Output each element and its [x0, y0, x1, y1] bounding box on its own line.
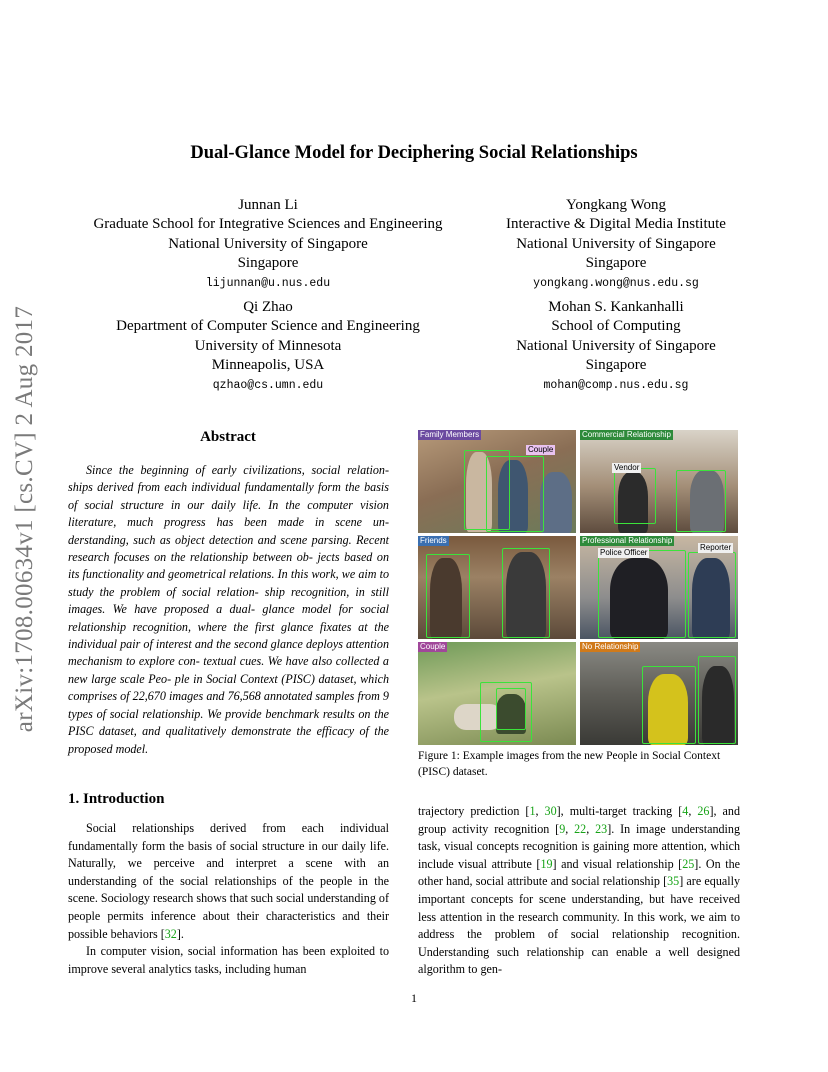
bounding-box [486, 456, 544, 532]
arxiv-stamp: arXiv:1708.00634v1 [cs.CV] 2 Aug 2017 [11, 305, 38, 733]
figure-panel-couple [418, 642, 576, 745]
relation-tag: Couple [528, 445, 554, 454]
author-email[interactable]: mohan@comp.nus.edu.sg [543, 379, 689, 393]
abstract-line: jects based on its functionality and geometrical relations. [68, 550, 389, 582]
abstract-line: textual cues. We have also collected a new large scale Peo- [68, 654, 389, 686]
author-affiliation: Singapore [237, 254, 299, 271]
bounding-box [698, 656, 736, 744]
relation-tag: Reporter [700, 543, 732, 552]
abstract-line: ship recognition, in still images. We have proposed a dual- [68, 584, 389, 617]
paragraph-text: , [535, 804, 545, 818]
author-name: Mohan S. Kankanhalli [548, 299, 684, 315]
paper-title: Dual-Glance Model for Deciphering Social Relationships [190, 143, 638, 163]
abstract-line: second glance deploys attention mechanism to explore con- [68, 637, 390, 669]
abstract-line: ships derived from each individual fundamentally form the [68, 480, 360, 495]
author-name: Qi Zhao [243, 299, 293, 315]
abstract-line: vision literature, much progress has been made in scene un- [68, 497, 389, 530]
citation-link[interactable]: 26 [697, 804, 710, 818]
relation-tag: Vendor [614, 463, 640, 472]
citation-link[interactable]: 35 [667, 874, 680, 889]
abstract-line: Recent research focuses on the relationship between ob- [68, 532, 389, 565]
relation-tag: Police Officer [600, 548, 648, 557]
author-affiliation: Department of Computer Science and Engineering [116, 318, 420, 335]
paragraph: In computer vision, social information has been exploited to improve several analytics tasks, including human [68, 944, 389, 976]
paragraph [418, 803, 740, 979]
figure-panel-family [418, 430, 576, 533]
bounding-box [598, 550, 686, 638]
paragraph-text: ]. [176, 926, 184, 941]
author-affiliation: Minneapolis, USA [211, 356, 325, 373]
abstract-line: Since the beginning of early civilizations, social relation- [86, 463, 389, 477]
citation-link[interactable]: 25 [682, 856, 695, 871]
paragraph-text: ]. In image understanding task, visual concepts recognition is gaining more attention, which include visual attribute [ [418, 821, 740, 871]
citation-link[interactable]: 1 [529, 804, 536, 818]
author-affiliation: National University of Singapore [516, 337, 716, 354]
bounding-box [426, 554, 470, 638]
author-affiliation: Interactive & Digital Media Institute [506, 216, 726, 233]
author-name: Junnan Li [238, 197, 298, 213]
abstract-text [68, 462, 389, 758]
author-block-2 [466, 196, 766, 293]
panel-label: Friends [420, 536, 447, 545]
paragraph-text: ]. On the other hand, social attribute and social relationship [ [418, 856, 740, 889]
panel-label: Couple [420, 642, 446, 651]
section-heading: 1. Introduction [68, 791, 165, 807]
abstract-line: 22,670 images and 76,568 annotated samples from 9 types [68, 689, 389, 721]
intro-right-column [418, 803, 740, 979]
author-affiliation: Singapore [585, 254, 647, 271]
paragraph-text: , [688, 804, 698, 818]
author-affiliation: National University of Singapore [168, 235, 368, 252]
citation-link[interactable]: 4 [682, 804, 689, 818]
paragraph-text: ], and group activity recognition [ [418, 804, 740, 836]
author-affiliation: School of Computing [551, 318, 681, 335]
figure-panel-commercial [580, 430, 738, 533]
bounding-box [676, 470, 726, 532]
paragraph-text: ] and visual relationship [ [552, 856, 683, 871]
abstract-line: basis of social structure in our daily life. In the computer [68, 480, 389, 512]
paragraph-text: ], multi-target tracking [ [556, 804, 683, 818]
bounding-box [496, 688, 526, 730]
citation-link[interactable]: 9 [559, 821, 566, 836]
author-affiliation: University of Minnesota [194, 337, 342, 354]
panel-label: Professional Relationship [582, 536, 673, 545]
paragraph-text: trajectory prediction [ [418, 804, 530, 818]
author-affiliation: National University of Singapore [516, 235, 716, 252]
citation-link[interactable]: 23 [595, 821, 608, 836]
author-email[interactable]: yongkang.wong@nus.edu.sg [533, 277, 699, 291]
author-name: Yongkang Wong [566, 197, 666, 213]
bounding-box [502, 548, 550, 638]
author-affiliation: Singapore [585, 356, 647, 373]
abstract-line: derstanding, such as object detection and scene parsing. [68, 532, 352, 547]
person-shape [540, 472, 572, 533]
abstract-line: glance model for social relationship recognition, where the [68, 602, 389, 634]
paragraph-text: Social relationships derived from each individual fundamentally form the basis of social structure in our daily life. Naturally, we perceive and interpret a scene with an understanding of the social relationships of the people in the scene. Sociology research shows that such social understanding of people permits inference about their characteristics and their possible behaviors [ [68, 821, 389, 941]
figure-panel-professional [580, 536, 738, 639]
bounding-box [688, 552, 736, 638]
page-number: 1 [411, 991, 417, 1005]
bounding-box [642, 666, 696, 744]
author-block-4 [466, 298, 766, 395]
author-email[interactable]: qzhao@cs.umn.edu [212, 379, 324, 393]
abstract-line: of social relationship. We provide benchmark results on the [96, 706, 389, 721]
abstract-line: ple in Social Context (PISC) dataset, which comprises of [68, 671, 389, 704]
citation-link[interactable]: 30 [544, 804, 557, 818]
abstract-line: the proposed model. [68, 724, 389, 756]
bounding-box [614, 468, 656, 524]
intro-left-column [68, 820, 389, 978]
figure-1 [418, 430, 738, 745]
abstract-line: In this work, we aim to study the problem of social relation- [68, 567, 389, 599]
caption-text: Example images from the new People in Social Context (PISC) dataset. [418, 750, 721, 778]
figure-panel-no-relationship [580, 642, 738, 745]
citation-link[interactable]: 32 [164, 926, 177, 941]
paragraph [68, 820, 389, 943]
abstract-heading: Abstract [200, 429, 256, 445]
figure-caption [418, 748, 740, 780]
panel-label: Family Members [420, 430, 480, 439]
caption-prefix: Figure 1: [418, 750, 460, 762]
author-affiliation: Graduate School for Integrative Sciences and Engineering [93, 216, 443, 233]
paragraph-text: , [565, 821, 575, 836]
panel-label: No Relationship [582, 642, 639, 651]
author-email[interactable]: lijunnan@u.nus.edu [205, 277, 331, 291]
citation-link[interactable]: 22 [574, 821, 587, 836]
citation-link[interactable]: 19 [540, 856, 553, 871]
paragraph-text: , [586, 821, 596, 836]
abstract-line: PISC dataset, and qualitatively demonstrate the efficacy of [68, 724, 369, 739]
author-block-1 [68, 196, 468, 293]
panel-label: Commercial Relationship [582, 430, 671, 439]
abstract-line: first glance fixates at the individual pair of interest and the [68, 619, 389, 652]
figure-panel-friends [418, 536, 576, 639]
paragraph-text: ] are equally important concepts for scene understanding, but have received less attention in the research community. In this work, we aim to address the problem of social relationship recognition. Understanding such relationship can enable a well designed algorithm to gen- [418, 874, 740, 977]
author-block-3 [68, 298, 468, 395]
